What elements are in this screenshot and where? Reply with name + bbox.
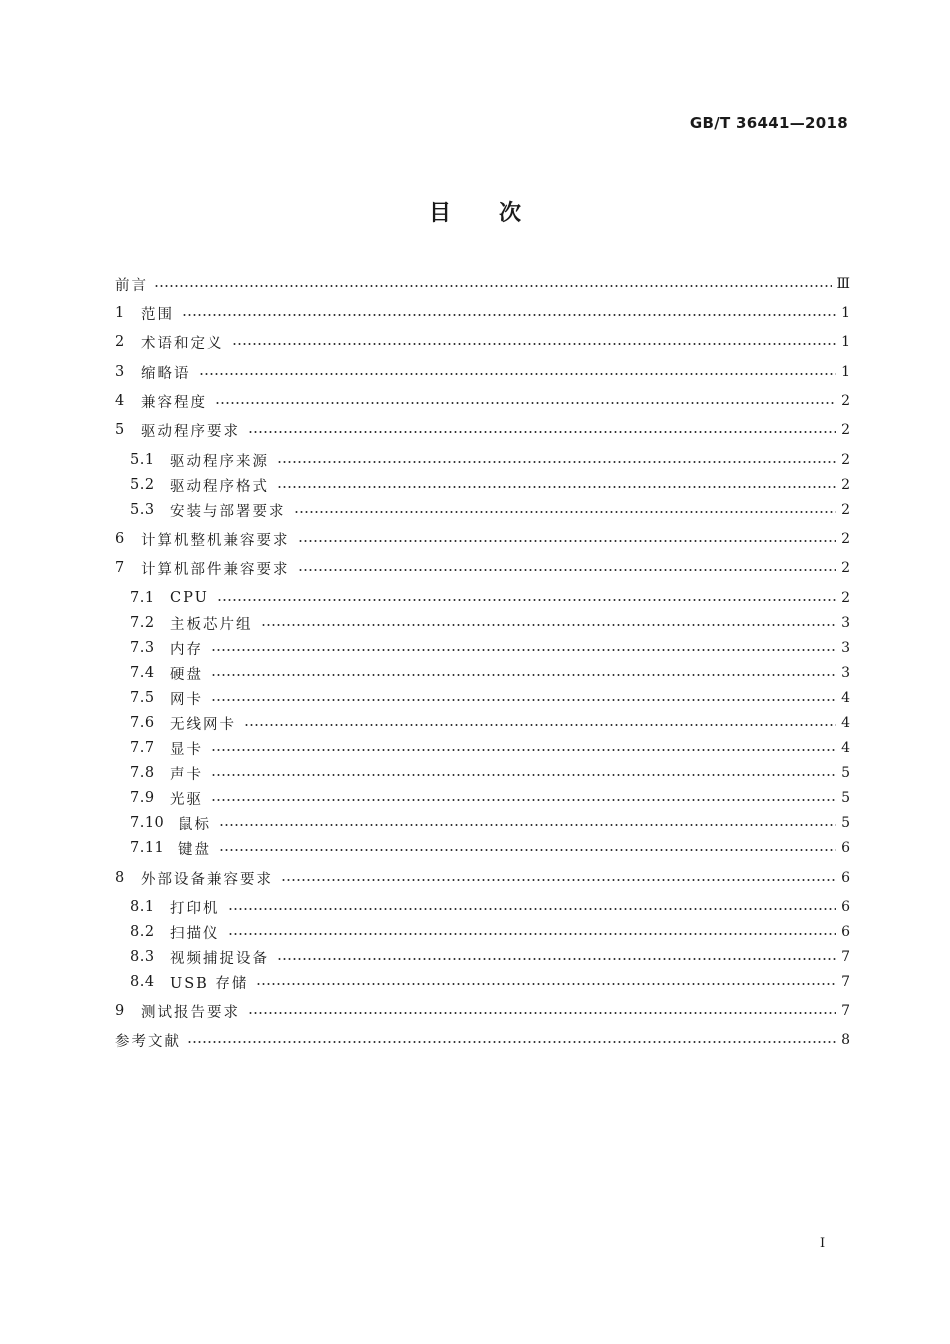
title-char-1: 目 <box>428 201 451 226</box>
dot-leader <box>294 511 837 513</box>
toc-entry-number: 4 <box>115 393 125 409</box>
toc-entry <box>115 688 850 708</box>
dot-leader <box>261 624 837 626</box>
toc-entry-page: 4 <box>841 740 850 756</box>
toc-entry-number: 5.2 <box>130 477 155 493</box>
toc-entry <box>115 813 850 833</box>
toc-entry-label: 鼠标 <box>178 816 211 833</box>
toc-entry-page: 6 <box>841 870 850 886</box>
toc-entry-page: 2 <box>841 422 850 438</box>
toc-entry-label: 视频捕捉设备 <box>170 950 269 967</box>
toc-entry-page: Ⅲ <box>836 276 850 292</box>
toc-entry-label: 硬盘 <box>170 666 203 683</box>
toc-entry-number: 5 <box>115 422 125 438</box>
toc-entry-label: 打印机 <box>170 900 220 917</box>
toc-entry <box>115 303 850 323</box>
toc-entry-number: 8.3 <box>130 949 155 965</box>
toc-entry-label: 术语和定义 <box>141 335 224 352</box>
toc-entry-page: 4 <box>841 690 850 706</box>
dot-leader <box>217 599 836 601</box>
toc-entry-number: 7 <box>115 560 125 576</box>
page-title <box>0 196 950 227</box>
toc-entry-page: 1 <box>841 334 850 350</box>
toc-entry-label: 计算机部件兼容要求 <box>141 561 290 578</box>
toc-entry-page: 1 <box>841 305 850 321</box>
toc-entry-number: 7.11 <box>130 840 165 856</box>
toc-entry-page: 3 <box>841 615 850 631</box>
toc-entry-page: 5 <box>841 815 850 831</box>
dot-leader <box>211 699 836 701</box>
toc-entry-page: 2 <box>841 502 850 518</box>
toc-entry-number: 7.10 <box>130 815 165 831</box>
footer-page-number: I <box>820 1236 826 1251</box>
toc-entry-label: 光驱 <box>170 791 203 808</box>
toc-entry <box>115 763 850 783</box>
toc-entry-number: 8.1 <box>130 899 155 915</box>
toc-entry-page: 7 <box>841 1003 850 1019</box>
toc-entry-label: 范围 <box>141 306 174 323</box>
toc-entry-number: 7.2 <box>130 615 155 631</box>
toc-entry-label: 兼容程度 <box>141 394 207 411</box>
toc-entry-page: 1 <box>841 364 850 380</box>
toc-entry-label: 声卡 <box>170 766 203 783</box>
toc-entry-label: 安装与部署要求 <box>170 503 286 520</box>
toc-entry-page: 2 <box>841 477 850 493</box>
dot-leader <box>248 431 836 433</box>
toc-entry <box>115 391 850 411</box>
toc-entry-page: 2 <box>841 393 850 409</box>
toc-entry-page: 8 <box>841 1032 850 1048</box>
dot-leader <box>244 724 836 726</box>
toc-entry-label: 外部设备兼容要求 <box>141 871 273 888</box>
toc-entry-label: 网卡 <box>170 691 203 708</box>
toc-entry-number: 8.2 <box>130 924 155 940</box>
dot-leader <box>277 461 836 463</box>
toc-entry-label: 驱动程序来源 <box>170 453 269 470</box>
dot-leader <box>277 958 836 960</box>
toc-entry-label: 键盘 <box>178 841 211 858</box>
toc-entry-number: 6 <box>115 531 125 547</box>
title-char-2: 次 <box>499 201 522 226</box>
toc-entry-number: 7.6 <box>130 715 155 731</box>
toc-entry-page: 6 <box>841 924 850 940</box>
toc-entry-label: 缩略语 <box>141 365 191 382</box>
toc-entry <box>115 922 850 942</box>
toc-entry-number: 5.3 <box>130 502 155 518</box>
dot-leader <box>219 824 836 826</box>
toc-entry-number: 8.4 <box>130 974 155 990</box>
dot-leader <box>187 1041 836 1043</box>
toc-entry-number: 1 <box>115 305 125 321</box>
toc-entry <box>115 713 850 733</box>
standard-code: GB/T 36441—2018 <box>689 114 848 132</box>
toc-entry <box>115 332 850 352</box>
toc-entry <box>115 475 850 495</box>
dot-leader <box>232 343 837 345</box>
toc-entry-number: 5.1 <box>130 452 155 468</box>
toc-entry-page: 2 <box>841 452 850 468</box>
toc-entry-page: 2 <box>841 560 850 576</box>
toc-entry-label: 显卡 <box>170 741 203 758</box>
toc-entry-number: 7.3 <box>130 640 155 656</box>
toc-entry-label: 驱动程序格式 <box>170 478 269 495</box>
toc-entry-number: 2 <box>115 334 125 350</box>
dot-leader <box>182 314 836 316</box>
toc-entry <box>115 638 850 658</box>
dot-leader <box>215 402 836 404</box>
toc-entry-label: 内存 <box>170 641 203 658</box>
toc-entry <box>115 274 850 294</box>
dot-leader <box>228 933 837 935</box>
toc-entry <box>115 362 850 382</box>
toc-entry <box>115 738 850 758</box>
toc-entry-page: 3 <box>841 665 850 681</box>
toc-entry <box>115 663 850 683</box>
toc-entry <box>115 838 850 858</box>
toc-entry <box>115 500 850 520</box>
toc-entry-label: 计算机整机兼容要求 <box>141 532 290 549</box>
dot-leader <box>298 540 837 542</box>
toc-entry-number: 7.5 <box>130 690 155 706</box>
toc-entry-label: CPU <box>170 590 209 606</box>
toc-entry <box>115 1030 850 1050</box>
toc-entry-page: 2 <box>841 590 850 606</box>
toc-entry-page: 7 <box>841 974 850 990</box>
toc-entry-label: USB 存储 <box>170 975 249 992</box>
toc-entry-page: 6 <box>841 840 850 856</box>
toc-entry-label: 驱动程序要求 <box>141 423 240 440</box>
toc-entry-page: 7 <box>841 949 850 965</box>
toc-entry <box>115 868 850 888</box>
toc-entry <box>115 529 850 549</box>
toc-entry-number: 7.4 <box>130 665 155 681</box>
toc-entry <box>115 420 850 440</box>
dot-leader <box>211 674 836 676</box>
toc-entry-number: 7.1 <box>130 590 155 606</box>
toc-entry-page: 5 <box>841 765 850 781</box>
toc-entry-label: 主板芯片组 <box>170 616 253 633</box>
toc-entry-page: 2 <box>841 531 850 547</box>
toc-entry <box>115 450 850 470</box>
toc-entry-number: 7.9 <box>130 790 155 806</box>
toc-entry-label: 扫描仪 <box>170 925 220 942</box>
dot-leader <box>219 849 836 851</box>
dot-leader <box>256 983 836 985</box>
toc-entry-number: 8 <box>115 870 125 886</box>
toc-entry <box>115 788 850 808</box>
toc-entry <box>115 897 850 917</box>
dot-leader <box>211 749 836 751</box>
toc-entry-label: 无线网卡 <box>170 716 236 733</box>
dot-leader <box>199 373 837 375</box>
toc-entry-label: 测试报告要求 <box>141 1004 240 1021</box>
toc-entry <box>115 558 850 578</box>
toc-entry <box>115 947 850 967</box>
toc-entry <box>115 1001 850 1021</box>
toc-entry-number: 3 <box>115 364 125 380</box>
toc-entry <box>115 588 850 608</box>
dot-leader <box>298 569 837 571</box>
toc-entry <box>115 972 850 992</box>
dot-leader <box>211 649 836 651</box>
dot-leader <box>281 879 836 881</box>
toc-entry-number: 7.7 <box>130 740 155 756</box>
toc-entry-page: 3 <box>841 640 850 656</box>
dot-leader <box>248 1012 836 1014</box>
toc-entry-number: 7.8 <box>130 765 155 781</box>
dot-leader <box>277 486 836 488</box>
dot-leader <box>211 799 836 801</box>
toc-entry-label: 参考文献 <box>115 1033 181 1050</box>
toc-entry <box>115 613 850 633</box>
toc-entry-label: 前言 <box>115 277 148 294</box>
dot-leader <box>228 908 837 910</box>
dot-leader <box>211 774 836 776</box>
toc-entry-page: 4 <box>841 715 850 731</box>
toc-entry-page: 5 <box>841 790 850 806</box>
toc-entry-page: 6 <box>841 899 850 915</box>
dot-leader <box>154 285 832 287</box>
toc-entry-number: 9 <box>115 1003 125 1019</box>
